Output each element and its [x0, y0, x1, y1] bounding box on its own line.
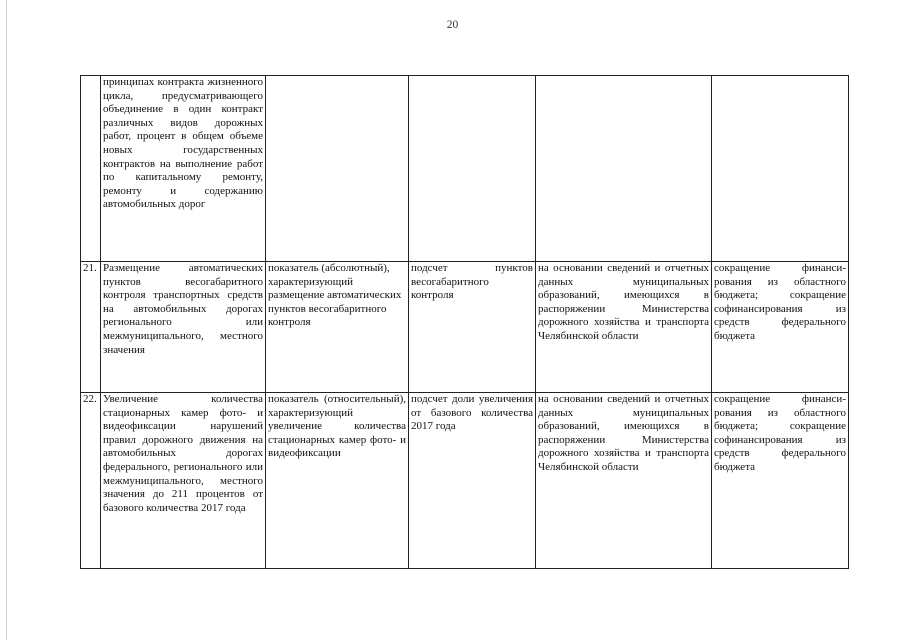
- row-description: принципах контракта жизненного цикла, предусматривающего объединение в один контракт различных видов дорожных работ, процент в общем объеме новых государственных контрактов на выполнение работ по капитальному ремонту, ремонту и содержанию автомобильных дорог: [101, 76, 266, 262]
- row-method: [409, 76, 536, 262]
- row-risk: сокращение финанси-рования из областного бюджета; сокращение софинансирования из средств федерального бюджета: [712, 393, 849, 569]
- table-row: [81, 262, 849, 393]
- page-number: 20: [446, 19, 459, 31]
- row-risk: сокращение финанси-рования из областного бюджета; сокращение софинансирования из средств федерального бюджета: [712, 262, 849, 393]
- row-number: [81, 76, 101, 262]
- row-number: 21.: [81, 262, 101, 393]
- row-risk: [712, 76, 849, 262]
- row-indicator: показатель (относительный), характеризующий увеличение количества стационарных камер фото- и видеофиксации: [266, 393, 409, 569]
- row-description: Размещение автоматических пунктов весогабаритного контроля транспортных средств на автомобильных дорогах регионального или межмуниципального, местного значения: [101, 262, 266, 393]
- table-row: [81, 76, 849, 262]
- row-description: Увеличение количества стационарных камер фото- и видеофиксации нарушений правил дорожного движения на автомобильных дорогах федерального, регионального или межмуниципального, местного значения до 211 процентов от базового количества 2017 года: [101, 393, 266, 569]
- row-method: подсчет доли увеличения от базового количества 2017 года: [409, 393, 536, 569]
- row-source: на основании сведений и отчетных данных муниципальных образований, имеющихся в распоряжении Министерства дорожного хозяйства и транспорта Челябинской области: [536, 393, 712, 569]
- row-indicator: показатель (абсолютный), характеризующий размещение автоматических пунктов весогабаритного контроля: [266, 262, 409, 393]
- indicators-table: [80, 75, 849, 569]
- row-method: подсчет пунктов весогабаритного контроля: [409, 262, 536, 393]
- row-number: 22.: [81, 393, 101, 569]
- row-indicator: [266, 76, 409, 262]
- row-source: [536, 76, 712, 262]
- row-source: на основании сведений и отчетных данных муниципальных образований, имеющихся в распоряжении Министерства дорожного хозяйства и транспорта Челябинской области: [536, 262, 712, 393]
- table-row: [81, 393, 849, 569]
- page-edge-line: [6, 0, 7, 640]
